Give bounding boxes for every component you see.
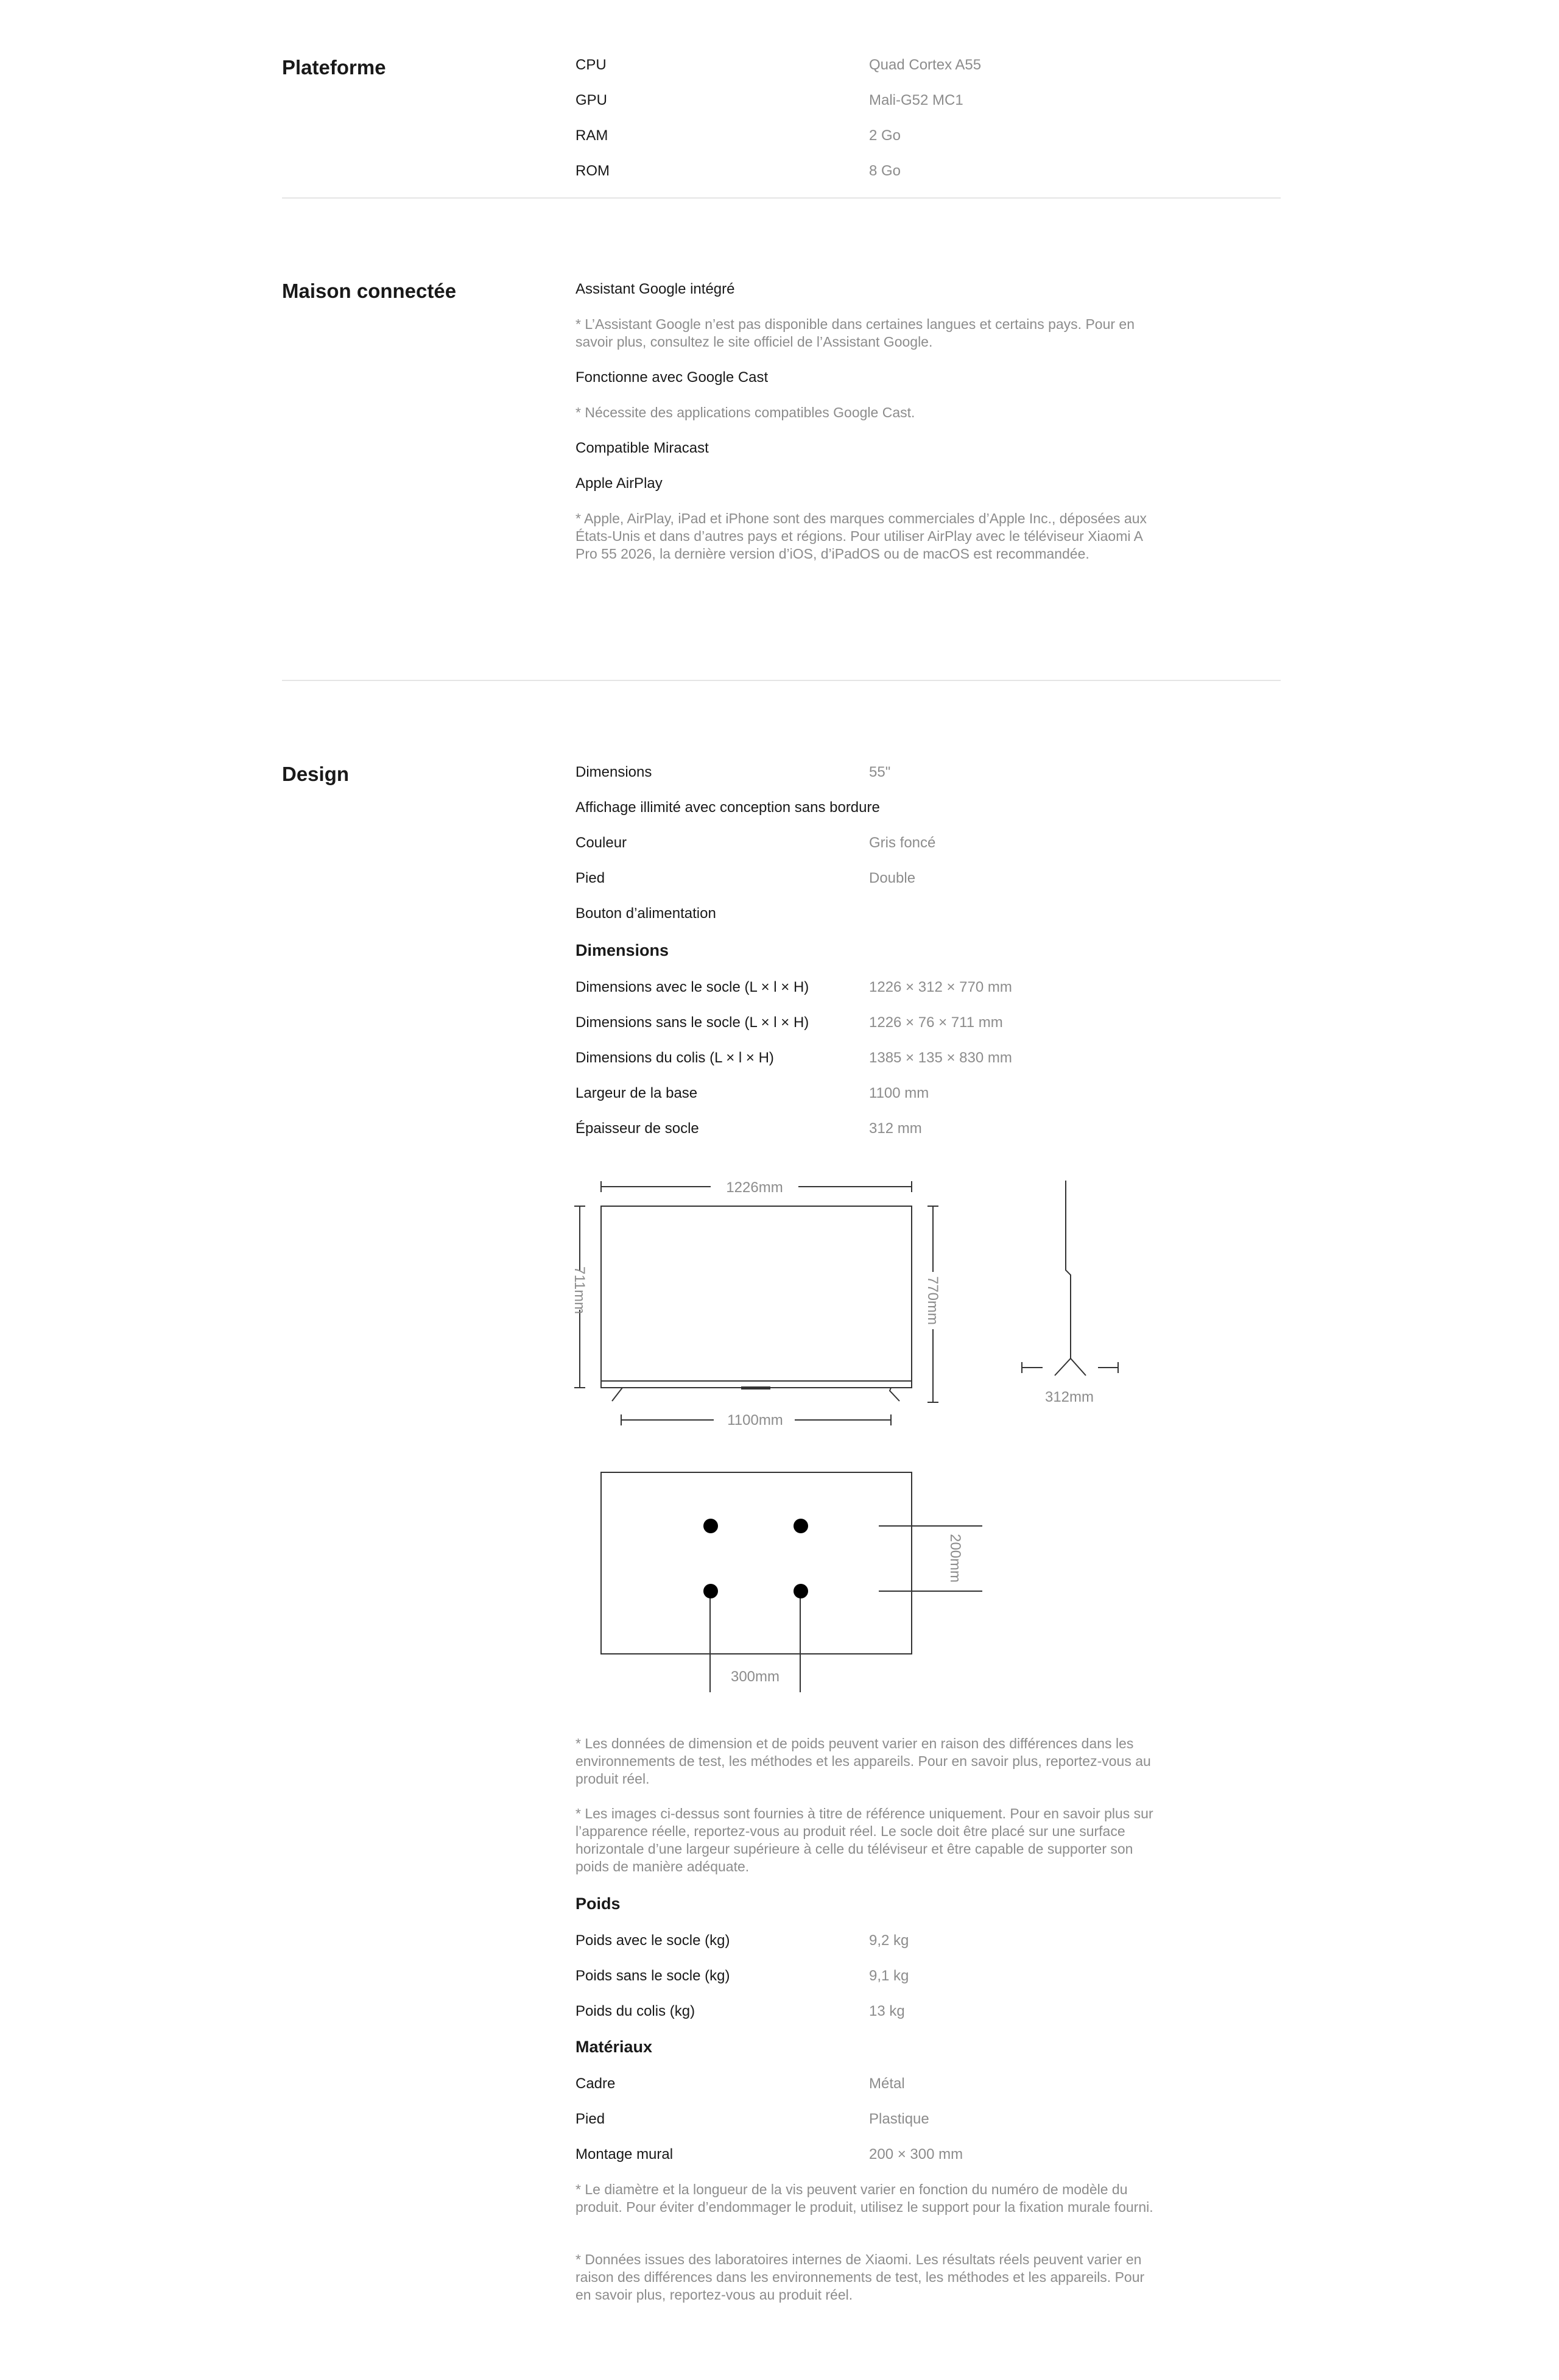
spec-value-weight-with-stand: 9,2 kg	[869, 1932, 909, 1949]
section-title-smart-home: Maison connectée	[282, 280, 457, 302]
spec-value-stand-material: Plastique	[869, 2111, 929, 2127]
spec-label-cpu: CPU	[575, 57, 607, 73]
spec-value-weight-without-stand: 9,1 kg	[869, 1968, 909, 1984]
diagram-depth-label: 312mm	[1044, 1389, 1094, 1405]
tv-side-dimension-diagram	[1011, 1173, 1133, 1416]
section-title-design: Design	[282, 763, 350, 785]
spec-value-gpu: Mali-G52 MC1	[869, 92, 963, 108]
note-google-assistant: * L’Assistant Google n’est pas disponible dans certaines langues et certains pays. Pour en savoir plus, consultez le site officiel de l’Assistant Google.	[575, 316, 1135, 350]
note-image-reference: * Les images ci-dessus sont fournies à titre de référence uniquement. Pour en savoir plus sur l’apparence réelle, reportez-vous au produit réel. Le socle doit être placé sur une surface horizontale d’une largeur supérieure à celle du téléviseur et être capable de supporter son poids de manière adéquate.	[575, 1806, 1153, 1874]
spec-label-base-width: Largeur de la base	[575, 1085, 698, 1101]
spec-value-rom: 8 Go	[869, 163, 901, 179]
spec-value-stand-depth: 312 mm	[869, 1120, 922, 1137]
spec-label-dim-package: Dimensions du colis (L × l × H)	[575, 1050, 774, 1066]
note-dimension-variance: * Les données de dimension et de poids peuvent varier en raison des différences dans les environnements de test, les méthodes et les appareils. Pour en savoir plus, reportez-vous au produit réel.	[575, 1736, 1151, 1787]
note-airplay: * Apple, AirPlay, iPad et iPhone sont des marques commerciales d’Apple Inc., déposées aux États-Unis et dans d’autres pays et régions. Pour utiliser AirPlay avec le téléviseur Xiaomi A Pro 55 2026, la dernière version d’iOS, d’iPadOS ou de macOS est recommandée.	[575, 510, 1147, 562]
subheading-materials: Matériaux	[575, 2038, 653, 2056]
diagram-height-label: 711mm	[571, 1266, 588, 1315]
feature-miracast: Compatible Miracast	[575, 440, 709, 456]
spec-value-weight-package: 13 kg	[869, 2003, 905, 2019]
spec-label-power-button: Bouton d’alimentation	[575, 905, 716, 922]
spec-label-weight-without-stand: Poids sans le socle (kg)	[575, 1968, 730, 1984]
spec-value-ram: 2 Go	[869, 127, 901, 144]
spec-label-stand: Pied	[575, 870, 605, 886]
spec-label-gpu: GPU	[575, 92, 608, 108]
note-google-cast: * Nécessite des applications compatibles Google Cast.	[575, 404, 915, 420]
section-divider	[282, 197, 1281, 199]
spec-label-ram: RAM	[575, 127, 608, 144]
diagram-width-label: 1226mm	[726, 1179, 783, 1196]
spec-value-dim-package: 1385 × 135 × 830 mm	[869, 1050, 1012, 1066]
spec-label-wall-mount: Montage mural	[575, 2146, 674, 2163]
section-divider	[282, 680, 1281, 681]
diagram-vesa-horizontal-label: 300mm	[730, 1668, 780, 1685]
spec-label-weight-with-stand: Poids avec le socle (kg)	[575, 1932, 730, 1949]
spec-label-stand-material: Pied	[575, 2111, 605, 2127]
diagram-total-height-label: 770mm	[924, 1276, 941, 1326]
wall-mount-vesa-diagram	[585, 1462, 999, 1700]
spec-value-cpu: Quad Cortex A55	[869, 57, 982, 73]
spec-label-color: Couleur	[575, 835, 627, 851]
diagram-vesa-vertical-label: 200mm	[947, 1533, 963, 1583]
spec-label-frame: Cadre	[575, 2075, 616, 2092]
diagram-base-label: 1100mm	[727, 1412, 783, 1428]
spec-value-wall-mount: 200 × 300 mm	[869, 2146, 963, 2163]
spec-value-color: Gris foncé	[869, 835, 936, 851]
spec-label-size: Dimensions	[575, 764, 652, 780]
note-screw-variance: * Le diamètre et la longueur de la vis peuvent varier en fonction du numéro de modèle du produit. Pour éviter d’endommager le produit, utilisez le support pour la fixation murale fourni.	[575, 2181, 1153, 2215]
spec-label-bezel-less: Affichage illimité avec conception sans bordure	[575, 799, 880, 816]
spec-value-dim-with-stand: 1226 × 312 × 770 mm	[869, 979, 1012, 995]
subheading-weight: Poids	[575, 1894, 621, 1913]
feature-airplay: Apple AirPlay	[575, 475, 663, 492]
section-title-platform: Plateforme	[282, 56, 386, 79]
spec-value-size: 55"	[869, 764, 891, 780]
feature-google-assistant: Assistant Google intégré	[575, 281, 735, 297]
spec-value-frame: Métal	[869, 2075, 905, 2092]
subheading-dimensions: Dimensions	[575, 941, 669, 959]
note-lab-data: * Données issues des laboratoires internes de Xiaomi. Les résultats réels peuvent varier en raison des différences dans les environnements de test, les méthodes et les appareils. Pour en savoir plus, reportez-vous au produit réel.	[575, 2251, 1145, 2303]
spec-label-weight-package: Poids du colis (kg)	[575, 2003, 695, 2019]
spec-value-stand: Double	[869, 870, 916, 886]
spec-label-dim-without-stand: Dimensions sans le socle (L × l × H)	[575, 1014, 809, 1031]
spec-label-rom: ROM	[575, 163, 610, 179]
feature-google-cast: Fonctionne avec Google Cast	[575, 369, 769, 386]
spec-value-base-width: 1100 mm	[869, 1085, 929, 1101]
spec-label-stand-depth: Épaisseur de socle	[575, 1120, 699, 1137]
tv-front-dimension-diagram	[560, 1170, 999, 1438]
spec-value-dim-without-stand: 1226 × 76 × 711 mm	[869, 1014, 1003, 1031]
spec-label-dim-with-stand: Dimensions avec le socle (L × l × H)	[575, 979, 809, 995]
